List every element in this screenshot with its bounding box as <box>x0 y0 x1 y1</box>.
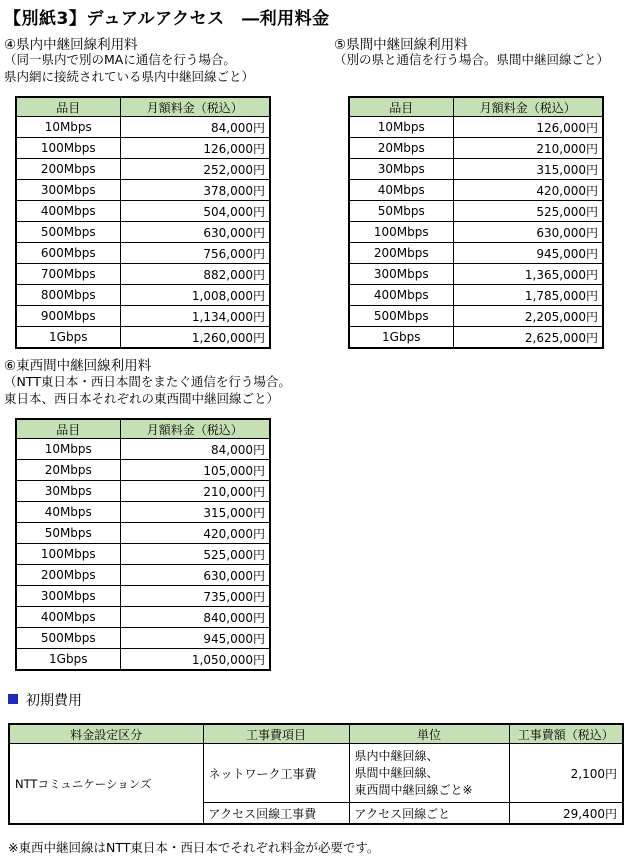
monthly-fee-cell: 126,000円 <box>453 117 603 138</box>
section5-note1: （別の県と通信を行う場合。県間中継回線ごと） <box>334 52 610 67</box>
unit-line: 県間中継回線、 <box>354 765 439 780</box>
table-row <box>16 502 270 523</box>
item-cell: 1Gbps <box>349 327 453 349</box>
item-cell: 50Mbps <box>349 201 453 222</box>
monthly-fee-cell: 882,000円 <box>120 264 270 285</box>
table-row <box>16 460 270 481</box>
item-cell: 20Mbps <box>16 460 120 481</box>
section5-price-table <box>348 96 604 349</box>
item-cell: 20Mbps <box>349 138 453 159</box>
section4-note2: 県内網に接続されている県内中継回線ごと） <box>4 69 255 84</box>
section6-note2: 東日本、西日本それぞれの東西間中継回線ごと） <box>4 391 280 406</box>
initial-fee-table <box>8 723 624 825</box>
item-cell: 500Mbps <box>16 628 120 649</box>
table-row <box>349 117 603 138</box>
monthly-fee-cell: 735,000円 <box>120 586 270 607</box>
page-title: 【別紙3】デュアルアクセス ―利用料金 <box>4 9 330 29</box>
item-cell: 700Mbps <box>16 264 120 285</box>
table-row <box>349 159 603 180</box>
initial-fee-heading <box>8 690 82 710</box>
monthly-fee-cell: 126,000円 <box>120 138 270 159</box>
item-cell: 100Mbps <box>16 544 120 565</box>
table-row <box>349 222 603 243</box>
table-row <box>16 439 270 460</box>
monthly-fee-cell: 1,134,000円 <box>120 306 270 327</box>
unit-line: 県内中継回線、 <box>354 748 439 763</box>
column-header-work-fee: 工事費額（税込） <box>509 724 623 744</box>
monthly-fee-cell: 840,000円 <box>120 607 270 628</box>
item-cell: 400Mbps <box>16 201 120 222</box>
access-work-amount-cell: 29,400円 <box>509 803 623 825</box>
item-cell: 100Mbps <box>16 138 120 159</box>
table-row <box>16 586 270 607</box>
table-row <box>16 138 270 159</box>
column-header-monthly-fee: 月額料金（税込） <box>120 97 270 117</box>
monthly-fee-cell: 1,008,000円 <box>120 285 270 306</box>
monthly-fee-cell: 525,000円 <box>120 544 270 565</box>
table-row <box>349 285 603 306</box>
section5-heading: ⑤県間中継回線利用料 <box>334 37 468 53</box>
section4-note1: （同一県内で別のMAに通信を行う場合。 <box>4 52 236 67</box>
table-row <box>16 607 270 628</box>
monthly-fee-cell: 105,000円 <box>120 460 270 481</box>
network-work-amount-cell: 2,100円 <box>509 744 623 803</box>
table-row <box>16 222 270 243</box>
monthly-fee-cell: 630,000円 <box>120 565 270 586</box>
item-cell: 1Gbps <box>16 649 120 671</box>
column-header-unit: 単位 <box>349 724 509 744</box>
footnote: ※東西中継回線はNTT東日本・西日本でそれぞれ料金が必要です。 <box>8 840 380 855</box>
table-row <box>16 544 270 565</box>
monthly-fee-cell: 420,000円 <box>120 523 270 544</box>
item-cell: 50Mbps <box>16 523 120 544</box>
section6-price-table <box>15 418 271 671</box>
table-row <box>16 327 270 349</box>
table-row <box>16 306 270 327</box>
monthly-fee-cell: 630,000円 <box>120 222 270 243</box>
table-row <box>349 201 603 222</box>
monthly-fee-cell: 252,000円 <box>120 159 270 180</box>
monthly-fee-cell: 210,000円 <box>120 481 270 502</box>
item-cell: 30Mbps <box>349 159 453 180</box>
item-cell: 300Mbps <box>349 264 453 285</box>
monthly-fee-cell: 84,000円 <box>120 117 270 138</box>
monthly-fee-cell: 2,205,000円 <box>453 306 603 327</box>
item-cell: 200Mbps <box>16 565 120 586</box>
table-row <box>16 649 270 671</box>
section6-heading: ⑥東西間中継回線利用料 <box>4 358 152 374</box>
monthly-fee-cell: 84,000円 <box>120 439 270 460</box>
monthly-fee-cell: 504,000円 <box>120 201 270 222</box>
monthly-fee-cell: 1,050,000円 <box>120 649 270 671</box>
section4-price-table <box>15 96 271 349</box>
monthly-fee-cell: 210,000円 <box>453 138 603 159</box>
monthly-fee-cell: 420,000円 <box>453 180 603 201</box>
network-work-item-cell: ネットワーク工事費 <box>203 744 349 803</box>
monthly-fee-cell: 630,000円 <box>453 222 603 243</box>
table-row <box>16 481 270 502</box>
column-header-item: 品目 <box>16 419 120 439</box>
item-cell: 800Mbps <box>16 285 120 306</box>
monthly-fee-cell: 378,000円 <box>120 180 270 201</box>
item-cell: 200Mbps <box>16 159 120 180</box>
table-row <box>16 243 270 264</box>
table-row <box>16 117 270 138</box>
access-work-unit-cell: アクセス回線ごと <box>349 803 509 825</box>
table-row <box>349 327 603 349</box>
initial-fee-heading-text: 初期費用 <box>26 693 82 709</box>
table-row <box>349 264 603 285</box>
table-row <box>16 523 270 544</box>
square-bullet-icon <box>8 694 18 704</box>
table-row <box>349 138 603 159</box>
table-row <box>16 180 270 201</box>
item-cell: 400Mbps <box>16 607 120 628</box>
item-cell: 10Mbps <box>16 117 120 138</box>
item-cell: 200Mbps <box>349 243 453 264</box>
item-cell: 500Mbps <box>16 222 120 243</box>
item-cell: 100Mbps <box>349 222 453 243</box>
item-cell: 900Mbps <box>16 306 120 327</box>
table-row <box>16 264 270 285</box>
unit-line: 東西間中継回線ごと※ <box>354 782 473 797</box>
item-cell: 300Mbps <box>16 586 120 607</box>
column-header-work-item: 工事費項目 <box>203 724 349 744</box>
column-header-item: 品目 <box>349 97 453 117</box>
table-row <box>349 180 603 201</box>
table-row <box>16 628 270 649</box>
item-cell: 300Mbps <box>16 180 120 201</box>
column-header-monthly-fee: 月額料金（税込） <box>453 97 603 117</box>
item-cell: 1Gbps <box>16 327 120 349</box>
item-cell: 500Mbps <box>349 306 453 327</box>
item-cell: 600Mbps <box>16 243 120 264</box>
item-cell: 10Mbps <box>349 117 453 138</box>
access-work-item-cell: アクセス回線工事費 <box>203 803 349 825</box>
monthly-fee-cell: 2,625,000円 <box>453 327 603 349</box>
item-cell: 30Mbps <box>16 481 120 502</box>
table-row <box>16 565 270 586</box>
column-header-category: 料金設定区分 <box>9 724 203 744</box>
table-row <box>16 285 270 306</box>
monthly-fee-cell: 945,000円 <box>120 628 270 649</box>
column-header-monthly-fee: 月額料金（税込） <box>120 419 270 439</box>
table-row <box>16 201 270 222</box>
monthly-fee-cell: 756,000円 <box>120 243 270 264</box>
category-cell: NTTコミュニケーションズ <box>9 744 203 825</box>
item-cell: 40Mbps <box>349 180 453 201</box>
item-cell: 400Mbps <box>349 285 453 306</box>
monthly-fee-cell: 1,785,000円 <box>453 285 603 306</box>
monthly-fee-cell: 945,000円 <box>453 243 603 264</box>
monthly-fee-cell: 1,365,000円 <box>453 264 603 285</box>
network-work-unit-cell <box>349 744 509 803</box>
section4-heading: ④県内中継回線利用料 <box>4 37 138 53</box>
item-cell: 40Mbps <box>16 502 120 523</box>
monthly-fee-cell: 315,000円 <box>453 159 603 180</box>
monthly-fee-cell: 525,000円 <box>453 201 603 222</box>
item-cell: 10Mbps <box>16 439 120 460</box>
table-row <box>349 306 603 327</box>
table-row <box>9 744 623 803</box>
column-header-item: 品目 <box>16 97 120 117</box>
table-row <box>349 243 603 264</box>
monthly-fee-cell: 1,260,000円 <box>120 327 270 349</box>
monthly-fee-cell: 315,000円 <box>120 502 270 523</box>
table-row <box>16 159 270 180</box>
section6-note1: （NTT東日本・西日本間をまたぐ通信を行う場合。 <box>4 374 291 389</box>
